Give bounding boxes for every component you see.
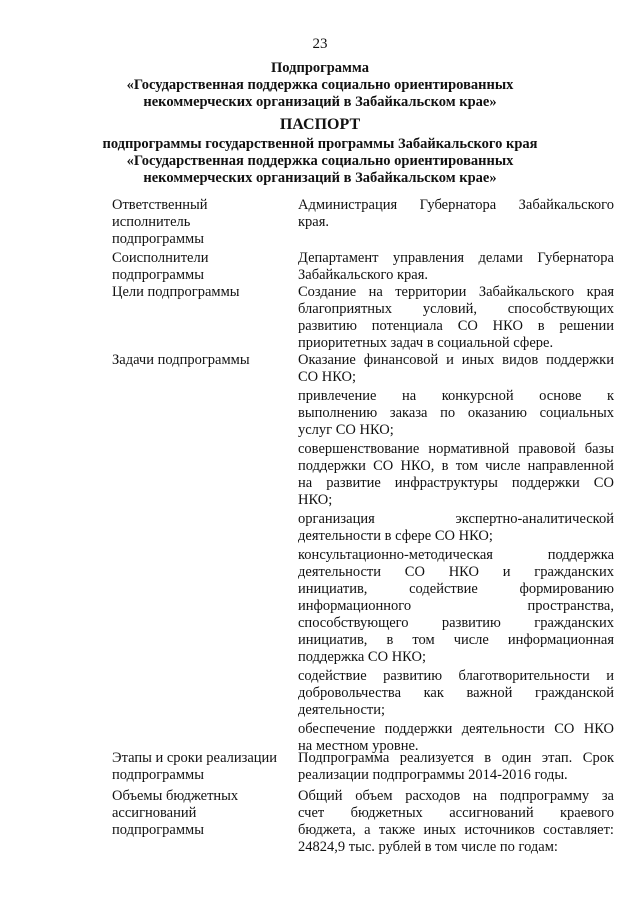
value-line: консультационно-методическая поддержка (298, 547, 614, 563)
row-label-line: подпрограммы (112, 267, 204, 283)
row-label-line: Этапы и сроки реализации (112, 750, 278, 766)
value-line: на развитие инфраструктуры поддержки СО (298, 475, 614, 491)
value-paragraph (298, 668, 614, 719)
title-line: «Государственная поддержка социально ориентированных (126, 77, 514, 93)
title-line: некоммерческих организаций в Забайкальском крае» (143, 94, 497, 110)
row-label-line: Ответственный (112, 197, 208, 213)
passport-line: некоммерческих организаций в Забайкальском крае» (143, 170, 497, 186)
value-line: СО НКО; (298, 369, 357, 385)
value-line: услуг СО НКО; (298, 422, 394, 438)
row-label-line: Цели подпрограммы (112, 284, 240, 300)
row-label (112, 750, 287, 784)
row-label-line: подпрограммы (112, 822, 204, 838)
value-line: информационного пространства, (298, 598, 614, 614)
value-line: края. (298, 214, 330, 230)
value-line: Подпрограмма реализуется в один этап. Срок (298, 750, 614, 766)
row-value (298, 284, 614, 354)
row-label-line: подпрограммы (112, 231, 204, 247)
value-paragraph (298, 388, 614, 439)
row-value (298, 197, 614, 233)
row-label (112, 788, 287, 839)
row-value (298, 750, 614, 786)
value-line: Оказание финансовой и иных видов поддержки (298, 352, 614, 368)
value-line: реализации подпрограммы 2014-2016 годы. (298, 767, 568, 783)
value-line: Забайкальского края. (298, 267, 428, 283)
passport-heading: ПАСПОРТ (279, 116, 361, 133)
value-paragraph (298, 284, 614, 352)
value-line: совершенствование нормативной правовой базы (298, 441, 614, 457)
value-line: выполнению заказа по оказанию социальных (298, 405, 614, 421)
value-line: 24824,9 тыс. рублей в том числе по годам: (298, 839, 558, 855)
value-paragraph (298, 788, 614, 856)
row-label (112, 197, 287, 248)
value-line: благоприятных условий, способствующих (298, 301, 614, 317)
row-label-line: ассигнований (112, 805, 197, 821)
row-label (112, 250, 287, 284)
value-line: организация экспертно-аналитической (298, 511, 614, 527)
value-paragraph (298, 352, 614, 386)
title-line: Подпрограмма (271, 60, 369, 76)
value-line: счет бюджетных ассигнований краевого (298, 805, 614, 821)
row-label-line: исполнитель (112, 214, 191, 230)
value-line: добровольчества как важной гражданской (298, 685, 614, 701)
row-value (298, 352, 614, 757)
row-value (298, 788, 614, 858)
row-label-line: Объемы бюджетных (112, 788, 239, 804)
value-line: на местном уровне. (298, 738, 419, 754)
value-line: деятельности СО НКО и гражданских (298, 564, 614, 580)
passport-line: «Государственная поддержка социально ориентированных (126, 153, 514, 169)
row-label-line: подпрограммы (112, 767, 204, 783)
value-line: привлечение на конкурсной основе к (298, 388, 614, 404)
value-line: деятельности; (298, 702, 386, 718)
page-number: 23 (312, 36, 328, 52)
value-line: инициатив, содействие формированию (298, 581, 614, 597)
row-label (112, 284, 287, 301)
value-paragraph (298, 511, 614, 545)
passport-line: подпрограммы государственной программы Забайкальского края (102, 136, 538, 152)
value-line: содействие развитию благотворительности и (298, 668, 614, 684)
value-line: Общий объем расходов на подпрограмму за (298, 788, 614, 804)
value-paragraph (298, 750, 614, 784)
value-line: обеспечение поддержки деятельности СО НКО (298, 721, 614, 737)
value-paragraph (298, 250, 614, 284)
value-line: развитию потенциала СО НКО в решении (298, 318, 614, 334)
value-paragraph (298, 197, 614, 231)
value-paragraph (298, 547, 614, 666)
value-line: Департамент управления делами Губернатора (298, 250, 614, 266)
value-line: инициатив, в том числе информационная (298, 632, 614, 648)
row-value (298, 250, 614, 286)
row-label-line: Задачи подпрограммы (112, 352, 250, 368)
value-line: НКО; (298, 492, 333, 508)
value-paragraph (298, 441, 614, 509)
row-label-line: Соисполнители (112, 250, 209, 266)
value-line: приоритетных задач в социальной сфере. (298, 335, 554, 351)
value-line: бюджета, а также иных источников составляет: (298, 822, 614, 838)
value-line: Создание на территории Забайкальского края (298, 284, 614, 300)
value-line: Администрация Губернатора Забайкальского (298, 197, 614, 213)
value-line: деятельности в сфере СО НКО; (298, 528, 493, 544)
value-line: поддержки СО НКО, в том числе направленной (298, 458, 614, 474)
value-line: способствующего развитию гражданских (298, 615, 614, 631)
row-label (112, 352, 287, 369)
value-line: поддержка СО НКО; (298, 649, 426, 665)
